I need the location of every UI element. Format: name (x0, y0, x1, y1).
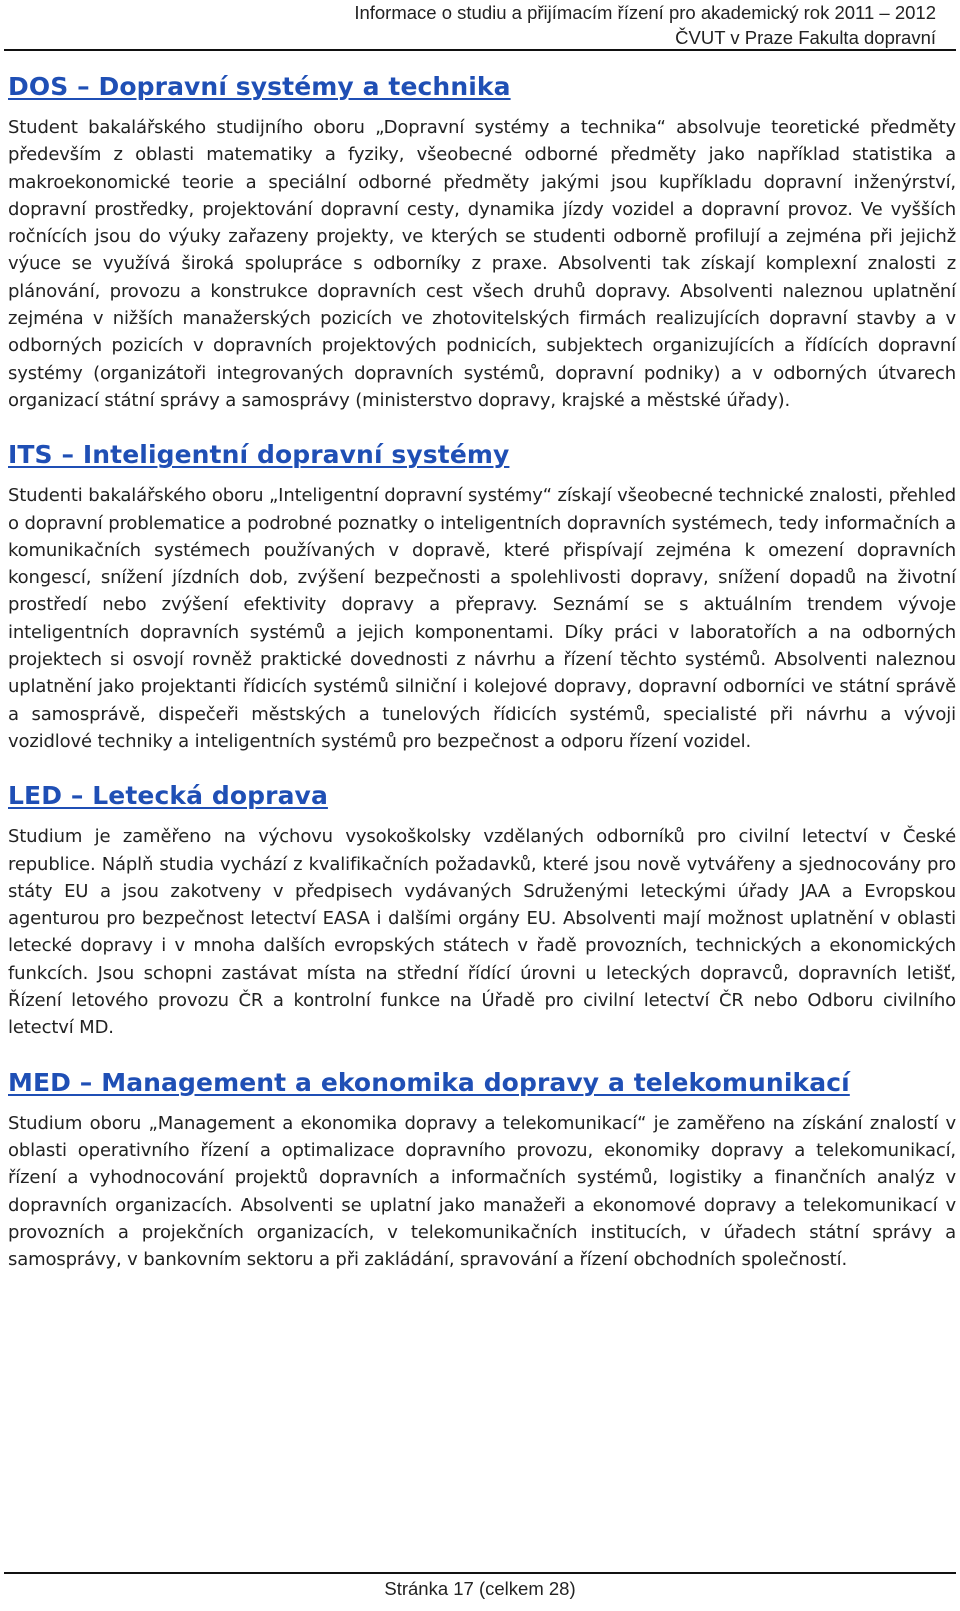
section-text-its: Studenti bakalářského oboru „Inteligentní dopravní systémy“ získají všeobecné technické znalosti, přehled o dopravní problematice a podrobné poznatky o inteligentních dopravních systémech, tedy informačních a komunikačních systémech používaných v dopravě, které přispívají zejména k omezení dopravních kongescí, snížení jízdních dob, zvýšení bezpečnosti a spolehlivosti dopravy, snížení dopadů na životní prostředí nebo zvýšení efektivity dopravy a přepravy. Seznámí se s aktuálním trendem vývoje inteligentních dopravních systémů a jejich komponentami. Díky práci v laboratořích a na odborných projektech si osvojí rovněž praktické dovednosti z návrhu a řízení těchto systémů. Absolventi naleznou uplatnění jako projektanti řídicích systémů silniční i kolejové dopravy, dopravní odborníci ve státní správě a samosprávě, dispečeři městských a tunelových řídicích systémů, specialisté při návrhu a vývoji vozidlové techniky a inteligentních systémů pro bezpečnost a odporu řízení vozidel. (8, 485, 956, 752)
section-dos (8, 70, 956, 414)
header-divider (4, 49, 956, 51)
section-heading-led: LED – Letecká doprava (8, 781, 328, 811)
page-number: Stránka 17 (celkem 28) (384, 1578, 576, 1599)
section-heading-med: MED – Management a ekonomika dopravy a telekomunikací (8, 1067, 850, 1097)
section-text-dos: Student bakalářského studijního oboru „Dopravní systémy a technika“ absolvuje teoretické předměty především z oblasti matematiky a fyziky, všeobecné odborné předměty jako například statistika a makroekonomické teorie a speciální odborné předměty jakými jsou kupříkladu dopravní inženýrství, dopravní prostředky, projektování dopravní cesty, dynamika jízdy vozidel a dopravní provoz. Ve vyšších ročnících jsou do výuky zařazeny projekty, ve kterých se studenti odborně profilují a zejména při jejichž výuce se využívá široká spolupráce s odborníky z praxe. Absolventi tak získají komplexní znalosti z plánování, provozu a konstrukce dopravních cest všech druhů dopravy. Absolventi naleznou uplatnění zejména v nižších manažerských pozicích ve zhotovitelských firmách realizujících dopravní stavby a v odborných pozicích v dopravních projektových podnicích, subjektech organizujících a řídících dopravní systémy (organizátoři integrovaných dopravních systémů, dopravní podniky) a v odborných útvarech organizací státní správy a samosprávy (ministerstvo dopravy, krajské a městské úřady). (8, 117, 956, 411)
header-title: Informace o studiu a přijímacím řízení pro akademický rok 2011 – 2012 (354, 2, 936, 23)
section-its (8, 438, 956, 755)
section-heading-dos: DOS – Dopravní systémy a technika (8, 72, 511, 101)
footer-divider (4, 1572, 956, 1574)
document-body (8, 70, 956, 1297)
header-faculty: ČVUT v Praze Fakulta dopravní (675, 27, 936, 48)
page-header (354, 0, 936, 50)
section-text-led: Studium je zaměřeno na výchovu vysokoškolsky vzdělaných odborníků pro civilní letectví v České republice. Náplň studia vychází z kvalifikačních požadavků, které jsou nově vytvářeny a sjednocovány pro státy EU a jsou zakotveny v předpisech vydávaných Sdruženými leteckými úřady JAA a Evropskou agenturou pro bezpečnost letectví EASA i dalšími orgány EU. Absolventi mají možnost uplatnění v oblasti letecké dopravy i v mnoha dalších evropských státech v řadě provozních, technických a ekonomických funkcích. Jsou schopni zastávat místa na střední řídící úrovni u leteckých dopravců, dopravních letišť, Řízení letového provozu ČR a kontrolní funkce na Úřadě pro civilní letectví ČR nebo Odboru civilního letectví MD. (8, 826, 956, 1039)
section-med (8, 1066, 956, 1274)
section-heading-its: ITS – Inteligentní dopravní systémy (8, 440, 510, 470)
section-text-med: Studium oboru „Management a ekonomika dopravy a telekomunikací“ je zaměřeno na získání znalostí v oblasti operativního řízení a optimalizace dopravního provozu, ekonomiky dopravy a telekomunikací, řízení a vyhodnocování projektů dopravních a informačních systémů, logistiky a finančních analýz v dopravních organizacích. Absolventi se uplatní jako manažeři a ekonomové dopravy a telekomunikací v provozních a projekčních organizacích, v telekomunikačních institucích, v úřadech státní správy a samosprávy, v bankovním sektoru a při zakládání, spravování a řízení obchodních společností. (8, 1112, 956, 1271)
section-led (8, 779, 956, 1041)
